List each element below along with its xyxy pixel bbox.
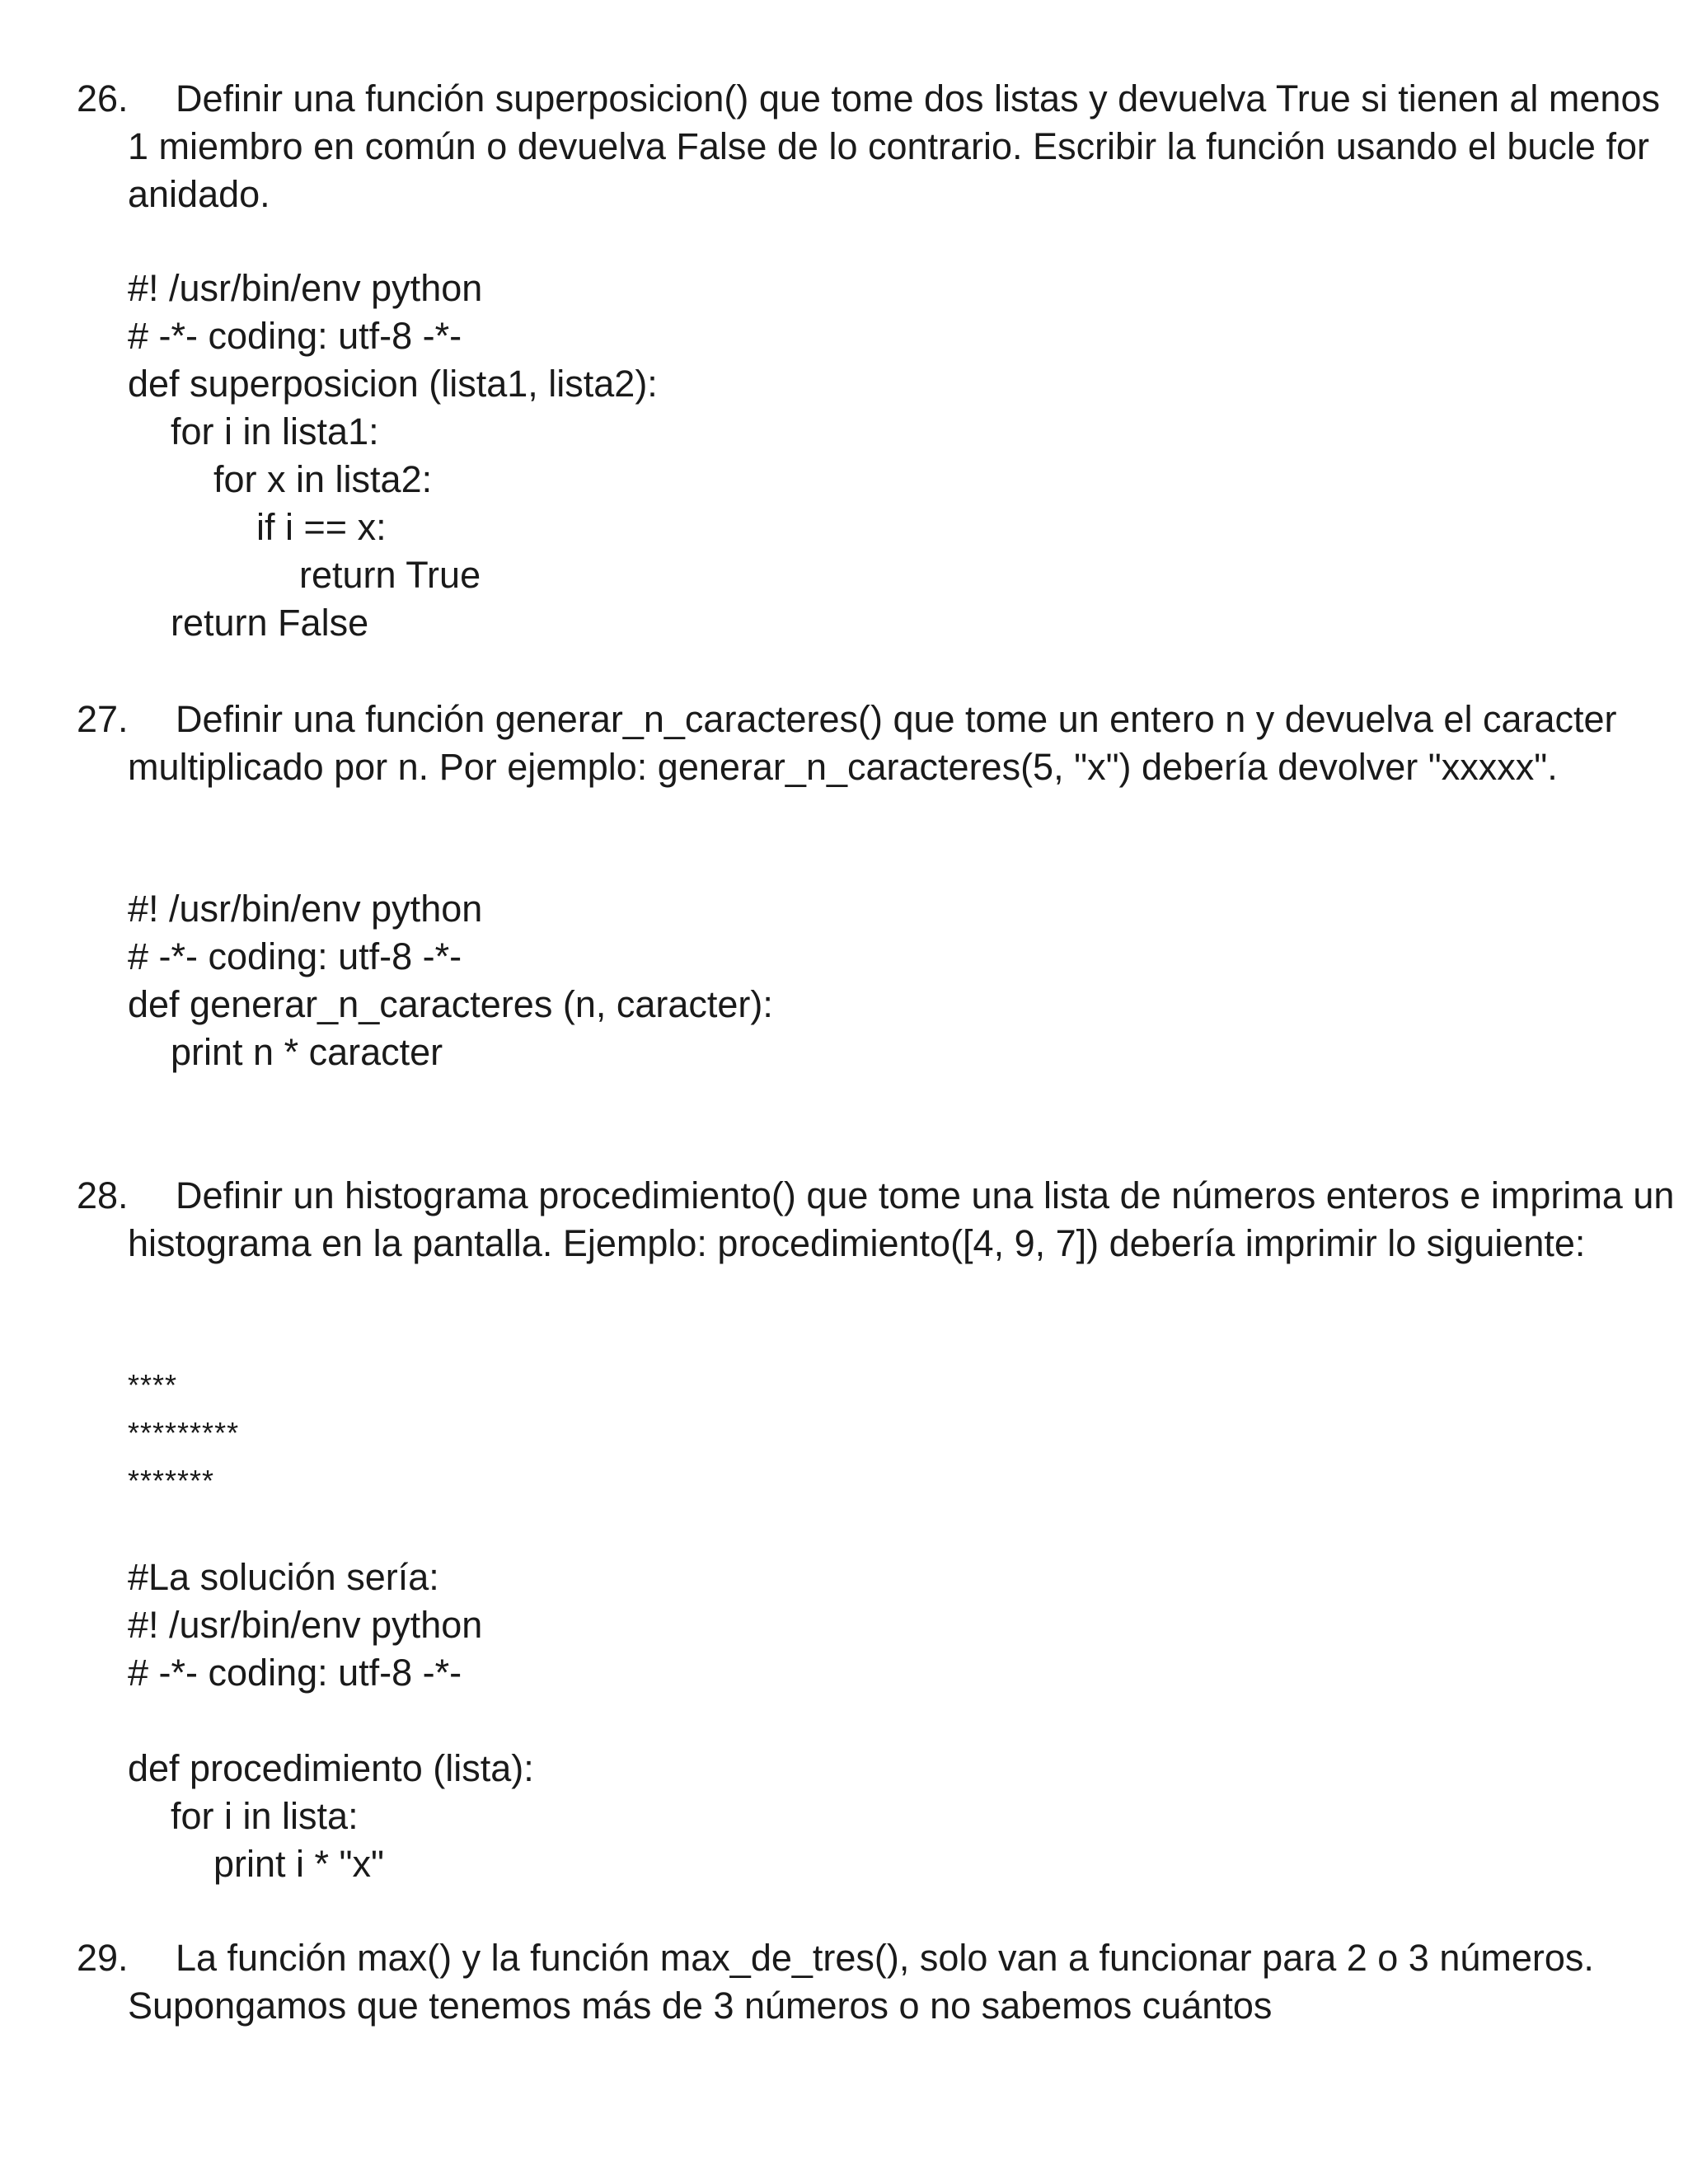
code-line: if i == x: (256, 506, 387, 548)
code-line: # -*- coding: utf-8 -*- (128, 935, 462, 977)
code-line: print n * caracter (171, 1031, 443, 1073)
exercise-number: 27. (77, 698, 129, 740)
code-line: def procedimiento (lista): (128, 1747, 534, 1789)
code-line: return True (299, 554, 481, 596)
exercise-text: Definir una función superposicion() que tome dos listas y devuelva True si tienen al menos 1 miembro en común o devuelva False de lo contrario. Escribir la función usando el bucle for anidado. (128, 77, 1660, 215)
code-line: #! /usr/bin/env python (128, 888, 483, 930)
exercise-text: Definir una función generar_n_caracteres() que tome un entero n y devuelva el caracter multiplicado por n. Por ejemplo: generar_n_caracteres(5, "x") debería devolver "xxxxx". (128, 698, 1617, 788)
histogram-example (128, 1361, 239, 1505)
code-line: for i in lista1: (171, 410, 379, 452)
blank-line (128, 1697, 534, 1745)
code-line: for i in lista: (171, 1795, 359, 1837)
code-line: def generar_n_caracteres (n, caracter): (128, 983, 773, 1025)
code-line: #La solución sería: (128, 1556, 439, 1598)
exercise-text: Definir un histograma procedimiento() que tome una lista de números enteros e imprima un histograma en la pantalla. Ejemplo: procedimiento([4, 9, 7]) debería imprimir lo siguiente: (128, 1174, 1675, 1264)
exercise-text: La función max() y la función max_de_tres(), solo van a funcionar para 2 o 3 números. Supongamos que tenemos más de 3 números o no sabemos cuántos (128, 1937, 1594, 2027)
code-line: for x in lista2: (213, 458, 433, 500)
exercise-number: 26. (77, 77, 129, 120)
code-line: # -*- coding: utf-8 -*- (128, 315, 462, 357)
code-line: # -*- coding: utf-8 -*- (128, 1652, 462, 1694)
code-block-28 (128, 1554, 534, 1888)
histogram-row: ********* (128, 1416, 240, 1450)
exercise-number: 28. (77, 1174, 129, 1216)
code-line: return False (171, 602, 369, 644)
histogram-row: ******* (128, 1464, 215, 1497)
code-block-26 (128, 265, 658, 647)
exercise-28 (77, 1172, 1677, 1268)
exercise-29 (77, 1934, 1677, 2030)
code-line: #! /usr/bin/env python (128, 267, 483, 309)
code-line: print i * "x" (213, 1843, 385, 1885)
code-block-27 (128, 885, 773, 1076)
exercise-number: 29. (77, 1937, 129, 1979)
histogram-row: **** (128, 1368, 178, 1402)
exercise-26 (77, 75, 1677, 218)
code-line: #! /usr/bin/env python (128, 1604, 483, 1646)
exercise-27 (77, 696, 1677, 791)
code-line: def superposicion (lista1, lista2): (128, 363, 658, 405)
